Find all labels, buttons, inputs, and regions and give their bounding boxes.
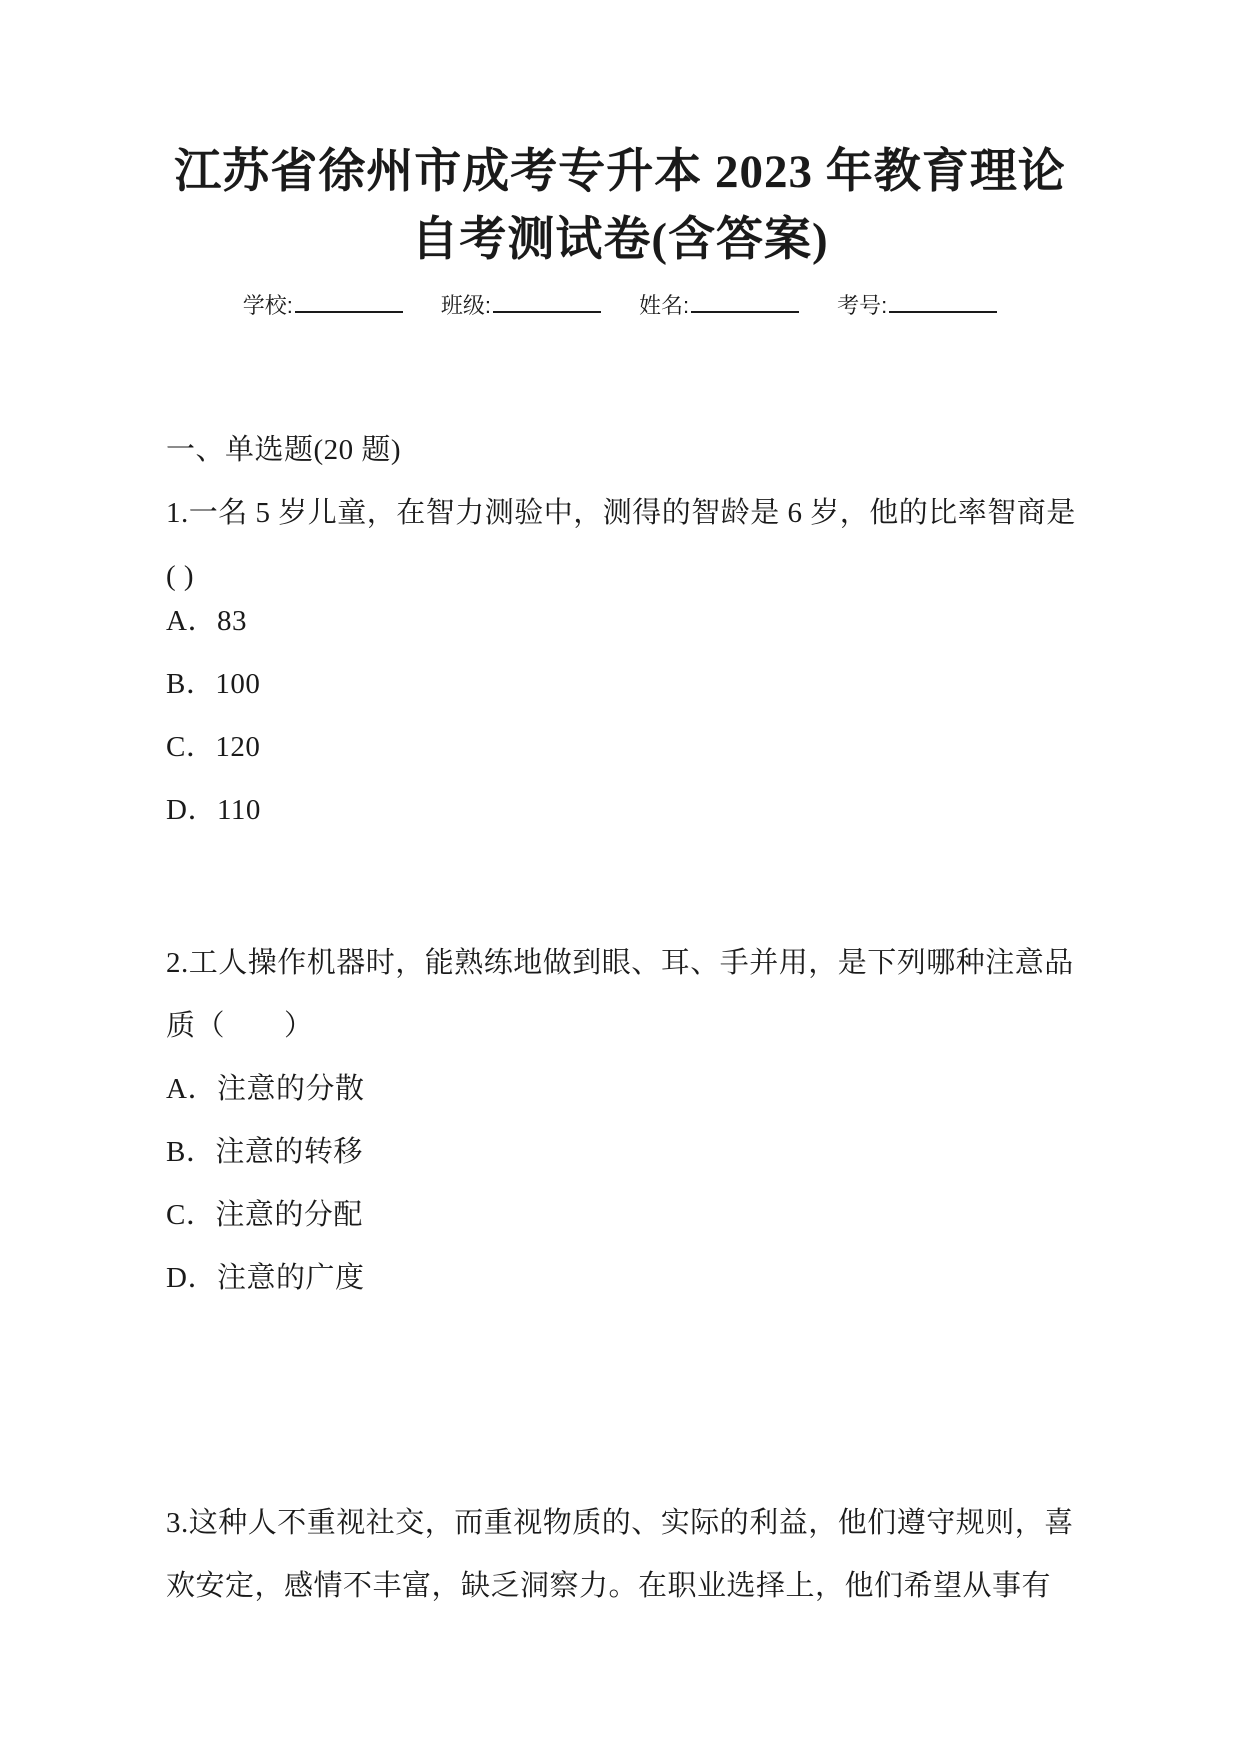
- field-exam-number: [837, 290, 997, 322]
- question-1: [166, 482, 1170, 842]
- question-2-option-d: D．注意的广度: [166, 1262, 365, 1294]
- field-school-label: 学校:: [242, 293, 293, 318]
- question-2-stem-line-2: 质（ ）: [166, 1010, 314, 1042]
- question-2-option-b: B．注意的转移: [166, 1136, 363, 1168]
- question-1-option-d: D．110: [166, 794, 261, 826]
- question-1-option-b: B．100: [166, 668, 261, 700]
- field-exam-number-blank-line: [889, 291, 997, 313]
- field-school-blank-line: [295, 291, 403, 313]
- title-line-1: 江苏省徐州市成考专升本 2023 年教育理论: [174, 146, 1066, 198]
- field-class-label: 班级:: [440, 293, 491, 318]
- question-2-option-a: A．注意的分散: [166, 1073, 365, 1105]
- question-2-stem-line-1: 2.工人操作机器时，能熟练地做到眼、耳、手并用，是下列哪种注意品: [166, 947, 1074, 979]
- exam-content: [0, 419, 1240, 1618]
- student-info-row: [0, 290, 1240, 322]
- question-3: [166, 1492, 1170, 1618]
- section-heading-single-choice: 一、单选题(20 题): [166, 434, 402, 466]
- page-title: [0, 0, 1240, 274]
- question-3-stem-line-1: 3.这种人不重视社交，而重视物质的、实际的利益，他们遵守规则，喜: [166, 1507, 1074, 1539]
- question-1-option-a: A．83: [166, 605, 247, 637]
- field-name-blank-line: [691, 291, 799, 313]
- field-school: [243, 290, 403, 322]
- question-1-answer-parens: ( ): [166, 560, 195, 592]
- field-name: [639, 290, 799, 322]
- field-class: [441, 290, 601, 322]
- field-exam-number-label: 考号:: [837, 293, 888, 318]
- question-1-option-c: C．120: [166, 731, 261, 763]
- question-3-stem-line-2: 欢安定，感情不丰富，缺乏洞察力。在职业选择上，他们希望从事有: [166, 1570, 1052, 1602]
- question-2: [166, 932, 1170, 1310]
- title-line-2: 自考测试卷(含答案): [411, 214, 829, 266]
- field-class-blank-line: [493, 291, 601, 313]
- question-1-stem-line-1: 1.一名 5 岁儿童，在智力测验中，测得的智龄是 6 岁，他的比率智商是: [166, 497, 1076, 529]
- field-name-label: 姓名:: [639, 293, 690, 318]
- question-2-option-c: C．注意的分配: [166, 1199, 363, 1231]
